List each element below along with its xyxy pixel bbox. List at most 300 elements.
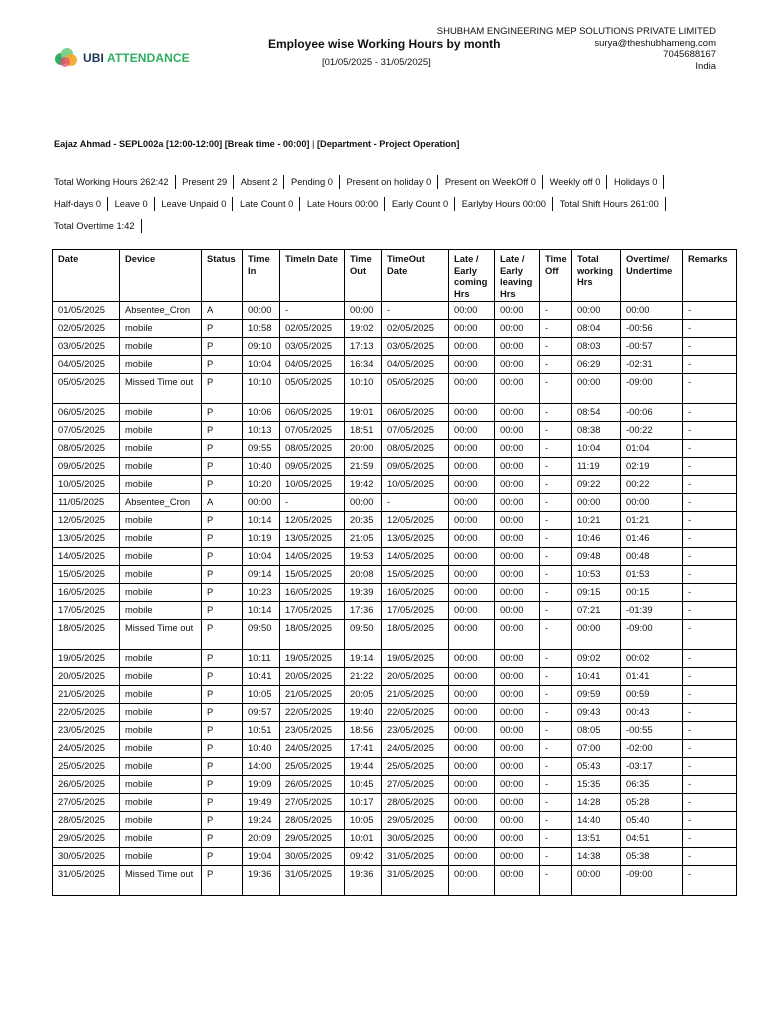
- table-cell: 00:00: [495, 650, 540, 668]
- table-cell: 08/05/2025: [280, 440, 345, 458]
- table-cell: 09:57: [243, 704, 280, 722]
- table-cell: -: [683, 812, 737, 830]
- table-cell: 02:19: [621, 458, 683, 476]
- table-cell: -: [683, 494, 737, 512]
- table-cell: 18:51: [345, 422, 382, 440]
- table-cell: -: [683, 320, 737, 338]
- table-cell: 15/05/2025: [53, 566, 120, 584]
- table-cell: 00:00: [449, 440, 495, 458]
- table-cell: 00:00: [495, 668, 540, 686]
- table-cell: 00:00: [449, 584, 495, 602]
- summary-item: Total Working Hours 262:42: [52, 175, 176, 189]
- table-cell: 21:59: [345, 458, 382, 476]
- table-cell: -: [540, 794, 572, 812]
- table-cell: 00:00: [449, 848, 495, 866]
- table-cell: 19:01: [345, 404, 382, 422]
- table-cell: -: [683, 848, 737, 866]
- table-cell: 10:14: [243, 602, 280, 620]
- summary-item: Holidays 0: [612, 175, 664, 189]
- table-cell: -: [540, 620, 572, 650]
- table-cell: 19:49: [243, 794, 280, 812]
- table-cell: 00:00: [495, 458, 540, 476]
- table-cell: 25/05/2025: [382, 758, 449, 776]
- table-cell: 10:06: [243, 404, 280, 422]
- employee-department: [Department - Project Operation]: [317, 139, 460, 149]
- table-cell: 25/05/2025: [53, 758, 120, 776]
- table-cell: 00:00: [495, 740, 540, 758]
- table-cell: 18/05/2025: [53, 620, 120, 650]
- table-cell: 00:00: [495, 476, 540, 494]
- summary-item: Leave 0: [113, 197, 155, 211]
- logo-ubi-text: UBI: [83, 51, 104, 65]
- table-cell: 18/05/2025: [280, 620, 345, 650]
- table-cell: 22/05/2025: [280, 704, 345, 722]
- table-cell: 19:02: [345, 320, 382, 338]
- table-cell: P: [202, 602, 243, 620]
- table-cell: -: [683, 422, 737, 440]
- table-cell: mobile: [120, 758, 202, 776]
- table-cell: 00:00: [621, 302, 683, 320]
- table-cell: 20/05/2025: [53, 668, 120, 686]
- table-cell: -: [683, 758, 737, 776]
- table-cell: A: [202, 302, 243, 320]
- table-cell: P: [202, 704, 243, 722]
- table-cell: 00:00: [495, 338, 540, 356]
- table-cell: 00:00: [449, 686, 495, 704]
- table-cell: -: [683, 458, 737, 476]
- table-cell: 10:41: [243, 668, 280, 686]
- table-cell: 00:43: [621, 704, 683, 722]
- table-cell: mobile: [120, 440, 202, 458]
- table-cell: -: [683, 374, 737, 404]
- report-title: Employee wise Working Hours by month: [268, 37, 501, 51]
- table-row: [53, 686, 737, 704]
- table-cell: -: [683, 704, 737, 722]
- table-cell: -: [540, 374, 572, 404]
- table-cell: 00:00: [345, 494, 382, 512]
- table-row: [53, 668, 737, 686]
- table-cell: 10:40: [243, 740, 280, 758]
- table-cell: Missed Time out: [120, 866, 202, 896]
- table-cell: 00:00: [495, 374, 540, 404]
- summary-item: Early Count 0: [390, 197, 455, 211]
- table-cell: P: [202, 476, 243, 494]
- table-cell: 09:14: [243, 566, 280, 584]
- table-cell: mobile: [120, 740, 202, 758]
- table-cell: 00:00: [572, 374, 621, 404]
- table-cell: P: [202, 584, 243, 602]
- table-cell: 27/05/2025: [280, 794, 345, 812]
- column-header: Time Off: [540, 250, 572, 302]
- table-cell: -: [683, 512, 737, 530]
- table-cell: 27/05/2025: [53, 794, 120, 812]
- column-header: Late / Early coming Hrs: [449, 250, 495, 302]
- table-cell: 04/05/2025: [280, 356, 345, 374]
- table-cell: -: [382, 494, 449, 512]
- table-cell: 20:09: [243, 830, 280, 848]
- table-cell: 29/05/2025: [382, 812, 449, 830]
- table-cell: 05/05/2025: [53, 374, 120, 404]
- table-cell: 19/05/2025: [280, 650, 345, 668]
- table-cell: 30/05/2025: [280, 848, 345, 866]
- table-row: [53, 722, 737, 740]
- column-header: TimeOut Date: [382, 250, 449, 302]
- table-cell: 10:40: [243, 458, 280, 476]
- table-cell: -: [683, 302, 737, 320]
- table-cell: 31/05/2025: [53, 866, 120, 896]
- table-cell: -00:22: [621, 422, 683, 440]
- table-cell: 10:11: [243, 650, 280, 668]
- table-cell: 15/05/2025: [280, 566, 345, 584]
- table-cell: 09:22: [572, 476, 621, 494]
- table-cell: mobile: [120, 338, 202, 356]
- table-cell: mobile: [120, 830, 202, 848]
- table-cell: 21/05/2025: [280, 686, 345, 704]
- table-cell: 00:00: [495, 548, 540, 566]
- logo-attendance-text: ATTENDANCE: [106, 51, 190, 65]
- table-cell: 22/05/2025: [53, 704, 120, 722]
- table-cell: 00:00: [495, 530, 540, 548]
- table-cell: Absentee_Cron: [120, 302, 202, 320]
- table-cell: 09:42: [345, 848, 382, 866]
- table-cell: 00:00: [495, 776, 540, 794]
- table-cell: 00:00: [449, 566, 495, 584]
- table-cell: 21:05: [345, 530, 382, 548]
- company-email: surya@theshubhameng.com: [594, 37, 716, 49]
- table-row: [53, 776, 737, 794]
- table-cell: Missed Time out: [120, 374, 202, 404]
- table-cell: mobile: [120, 422, 202, 440]
- table-cell: 00:00: [572, 620, 621, 650]
- table-cell: 14/05/2025: [280, 548, 345, 566]
- table-row: [53, 320, 737, 338]
- table-cell: 00:00: [495, 866, 540, 896]
- table-cell: 10:20: [243, 476, 280, 494]
- table-cell: 00:00: [495, 830, 540, 848]
- table-cell: 03/05/2025: [53, 338, 120, 356]
- table-cell: 01:46: [621, 530, 683, 548]
- table-cell: 02/05/2025: [280, 320, 345, 338]
- table-cell: -: [540, 812, 572, 830]
- table-cell: 10:10: [243, 374, 280, 404]
- table-cell: -00:55: [621, 722, 683, 740]
- table-cell: 00:00: [495, 848, 540, 866]
- table-cell: mobile: [120, 794, 202, 812]
- table-cell: -: [683, 740, 737, 758]
- table-cell: 19:36: [243, 866, 280, 896]
- table-cell: 29/05/2025: [53, 830, 120, 848]
- table-cell: mobile: [120, 566, 202, 584]
- table-cell: 19:53: [345, 548, 382, 566]
- table-cell: 09/05/2025: [53, 458, 120, 476]
- table-cell: 00:00: [449, 776, 495, 794]
- company-phone: 7045688167: [663, 49, 716, 60]
- table-cell: 14/05/2025: [53, 548, 120, 566]
- table-cell: 19:14: [345, 650, 382, 668]
- table-cell: 06:35: [621, 776, 683, 794]
- table-cell: 10:19: [243, 530, 280, 548]
- table-cell: 14:28: [572, 794, 621, 812]
- table-cell: 00:59: [621, 686, 683, 704]
- summary-item: Late Hours 00:00: [305, 197, 385, 211]
- table-cell: P: [202, 758, 243, 776]
- table-cell: mobile: [120, 812, 202, 830]
- table-cell: 26/05/2025: [53, 776, 120, 794]
- table-cell: 10:53: [572, 566, 621, 584]
- table-cell: P: [202, 356, 243, 374]
- table-cell: 00:00: [449, 512, 495, 530]
- table-cell: 00:00: [449, 494, 495, 512]
- table-cell: 10:14: [243, 512, 280, 530]
- table-row: [53, 584, 737, 602]
- table-cell: -: [280, 302, 345, 320]
- table-cell: 20:35: [345, 512, 382, 530]
- table-cell: A: [202, 494, 243, 512]
- table-cell: 00:00: [449, 458, 495, 476]
- table-cell: 00:00: [449, 722, 495, 740]
- table-cell: -: [540, 404, 572, 422]
- table-cell: 00:00: [449, 794, 495, 812]
- table-cell: 08/05/2025: [53, 440, 120, 458]
- table-cell: 19:40: [345, 704, 382, 722]
- table-cell: 00:00: [449, 740, 495, 758]
- summary-item: Present on holiday 0: [344, 175, 438, 189]
- table-cell: 10/05/2025: [382, 476, 449, 494]
- table-cell: 12/05/2025: [382, 512, 449, 530]
- column-header: Time Out: [345, 250, 382, 302]
- column-header: TimeIn Date: [280, 250, 345, 302]
- table-cell: mobile: [120, 722, 202, 740]
- table-cell: P: [202, 338, 243, 356]
- table-cell: -: [683, 338, 737, 356]
- table-row: [53, 494, 737, 512]
- table-cell: 06/05/2025: [280, 404, 345, 422]
- table-cell: P: [202, 740, 243, 758]
- company-country: India: [695, 60, 716, 72]
- table-cell: 10:46: [572, 530, 621, 548]
- table-header-row: [53, 250, 737, 302]
- summary-item: Total Shift Hours 261:00: [558, 197, 666, 211]
- table-cell: -: [683, 404, 737, 422]
- table-row: [53, 338, 737, 356]
- table-cell: mobile: [120, 848, 202, 866]
- table-cell: 17/05/2025: [53, 602, 120, 620]
- table-row: [53, 758, 737, 776]
- table-cell: -02:31: [621, 356, 683, 374]
- column-header: Late / Early leaving Hrs: [495, 250, 540, 302]
- table-cell: P: [202, 320, 243, 338]
- table-row: [53, 374, 737, 404]
- table-cell: 10:01: [345, 830, 382, 848]
- table-cell: 07/05/2025: [280, 422, 345, 440]
- table-cell: 19:36: [345, 866, 382, 896]
- table-cell: 00:00: [449, 650, 495, 668]
- table-cell: mobile: [120, 650, 202, 668]
- table-cell: 28/05/2025: [53, 812, 120, 830]
- table-cell: P: [202, 866, 243, 896]
- table-cell: 05:43: [572, 758, 621, 776]
- table-cell: 01:04: [621, 440, 683, 458]
- table-cell: P: [202, 404, 243, 422]
- table-cell: 10:17: [345, 794, 382, 812]
- table-cell: 05:40: [621, 812, 683, 830]
- table-row: [53, 530, 737, 548]
- table-cell: -: [540, 422, 572, 440]
- table-cell: -: [683, 602, 737, 620]
- table-cell: 08/05/2025: [382, 440, 449, 458]
- table-row: [53, 602, 737, 620]
- table-cell: -: [540, 668, 572, 686]
- table-cell: 19:04: [243, 848, 280, 866]
- table-cell: 19/05/2025: [53, 650, 120, 668]
- table-cell: 25/05/2025: [280, 758, 345, 776]
- column-header: Remarks: [683, 250, 737, 302]
- table-cell: 09/05/2025: [280, 458, 345, 476]
- table-cell: mobile: [120, 584, 202, 602]
- table-cell: -02:00: [621, 740, 683, 758]
- table-row: [53, 620, 737, 650]
- table-cell: 00:00: [449, 602, 495, 620]
- table-cell: -: [540, 866, 572, 896]
- table-cell: 20:05: [345, 686, 382, 704]
- table-row: [53, 566, 737, 584]
- table-cell: 29/05/2025: [280, 830, 345, 848]
- table-cell: 10:13: [243, 422, 280, 440]
- attendance-summary: [52, 171, 716, 237]
- table-cell: 09:50: [243, 620, 280, 650]
- table-cell: 04:51: [621, 830, 683, 848]
- table-cell: 00:00: [449, 476, 495, 494]
- table-cell: 00:00: [345, 302, 382, 320]
- table-cell: 03/05/2025: [382, 338, 449, 356]
- table-cell: P: [202, 812, 243, 830]
- table-row: [53, 704, 737, 722]
- table-cell: 08:54: [572, 404, 621, 422]
- table-cell: 07:21: [572, 602, 621, 620]
- table-cell: 00:00: [495, 686, 540, 704]
- table-cell: 00:00: [495, 722, 540, 740]
- table-cell: 16:34: [345, 356, 382, 374]
- table-cell: mobile: [120, 686, 202, 704]
- table-cell: 00:00: [495, 758, 540, 776]
- table-cell: mobile: [120, 320, 202, 338]
- table-cell: 13/05/2025: [382, 530, 449, 548]
- table-cell: 30/05/2025: [53, 848, 120, 866]
- table-row: [53, 548, 737, 566]
- table-cell: mobile: [120, 356, 202, 374]
- table-cell: 02/05/2025: [53, 320, 120, 338]
- table-cell: 05/05/2025: [280, 374, 345, 404]
- table-cell: 00:00: [449, 704, 495, 722]
- table-cell: 00:00: [449, 356, 495, 374]
- employee-info: Eajaz Ahmad - SEPL002a [12:00-12:00] [Break time - 00:00]: [54, 139, 310, 149]
- table-cell: P: [202, 530, 243, 548]
- table-cell: P: [202, 794, 243, 812]
- table-cell: 21/05/2025: [53, 686, 120, 704]
- table-cell: mobile: [120, 476, 202, 494]
- table-cell: 10:04: [243, 548, 280, 566]
- table-cell: -: [540, 494, 572, 512]
- table-cell: 00:15: [621, 584, 683, 602]
- table-cell: 00:00: [449, 530, 495, 548]
- table-row: [53, 848, 737, 866]
- table-cell: 17:13: [345, 338, 382, 356]
- table-cell: 00:22: [621, 476, 683, 494]
- table-cell: 05:38: [621, 848, 683, 866]
- table-cell: 00:00: [449, 620, 495, 650]
- table-cell: 01:53: [621, 566, 683, 584]
- table-cell: P: [202, 650, 243, 668]
- table-cell: -: [540, 440, 572, 458]
- employee-separator: |: [309, 139, 317, 149]
- table-cell: 17/05/2025: [382, 602, 449, 620]
- table-cell: 24/05/2025: [280, 740, 345, 758]
- table-cell: 00:00: [495, 494, 540, 512]
- table-cell: 06/05/2025: [382, 404, 449, 422]
- table-cell: P: [202, 668, 243, 686]
- table-cell: 00:00: [243, 302, 280, 320]
- table-cell: 00:00: [243, 494, 280, 512]
- table-cell: -: [540, 458, 572, 476]
- table-cell: -: [683, 356, 737, 374]
- table-row: [53, 512, 737, 530]
- table-cell: 10:10: [345, 374, 382, 404]
- table-cell: 24/05/2025: [53, 740, 120, 758]
- table-cell: P: [202, 722, 243, 740]
- table-cell: 19:42: [345, 476, 382, 494]
- table-cell: mobile: [120, 668, 202, 686]
- table-cell: 14:40: [572, 812, 621, 830]
- table-cell: P: [202, 422, 243, 440]
- table-cell: -: [540, 650, 572, 668]
- table-cell: 00:00: [495, 602, 540, 620]
- table-cell: 10:04: [243, 356, 280, 374]
- table-cell: 20:08: [345, 566, 382, 584]
- table-cell: P: [202, 440, 243, 458]
- table-cell: 00:00: [449, 668, 495, 686]
- table-cell: -: [683, 830, 737, 848]
- table-cell: 20:00: [345, 440, 382, 458]
- table-cell: 00:00: [449, 830, 495, 848]
- summary-item: Weekly off 0: [548, 175, 608, 189]
- table-cell: 14:38: [572, 848, 621, 866]
- table-cell: -09:00: [621, 866, 683, 896]
- table-cell: -00:57: [621, 338, 683, 356]
- table-cell: 15/05/2025: [382, 566, 449, 584]
- table-cell: 09:48: [572, 548, 621, 566]
- table-cell: 00:00: [449, 422, 495, 440]
- table-cell: 27/05/2025: [382, 776, 449, 794]
- table-cell: 04/05/2025: [53, 356, 120, 374]
- table-cell: 00:00: [449, 320, 495, 338]
- table-row: [53, 458, 737, 476]
- employee-header: [54, 139, 459, 149]
- table-cell: 09:15: [572, 584, 621, 602]
- table-cell: -: [540, 356, 572, 374]
- table-cell: 05/05/2025: [382, 374, 449, 404]
- table-cell: 01/05/2025: [53, 302, 120, 320]
- table-cell: 10:05: [243, 686, 280, 704]
- table-cell: -: [540, 530, 572, 548]
- table-cell: 12/05/2025: [53, 512, 120, 530]
- table-cell: 23/05/2025: [280, 722, 345, 740]
- table-row: [53, 794, 737, 812]
- summary-item: Pending 0: [289, 175, 340, 189]
- table-cell: 00:00: [495, 320, 540, 338]
- table-cell: 00:00: [449, 866, 495, 896]
- table-cell: 09/05/2025: [382, 458, 449, 476]
- table-cell: -: [540, 320, 572, 338]
